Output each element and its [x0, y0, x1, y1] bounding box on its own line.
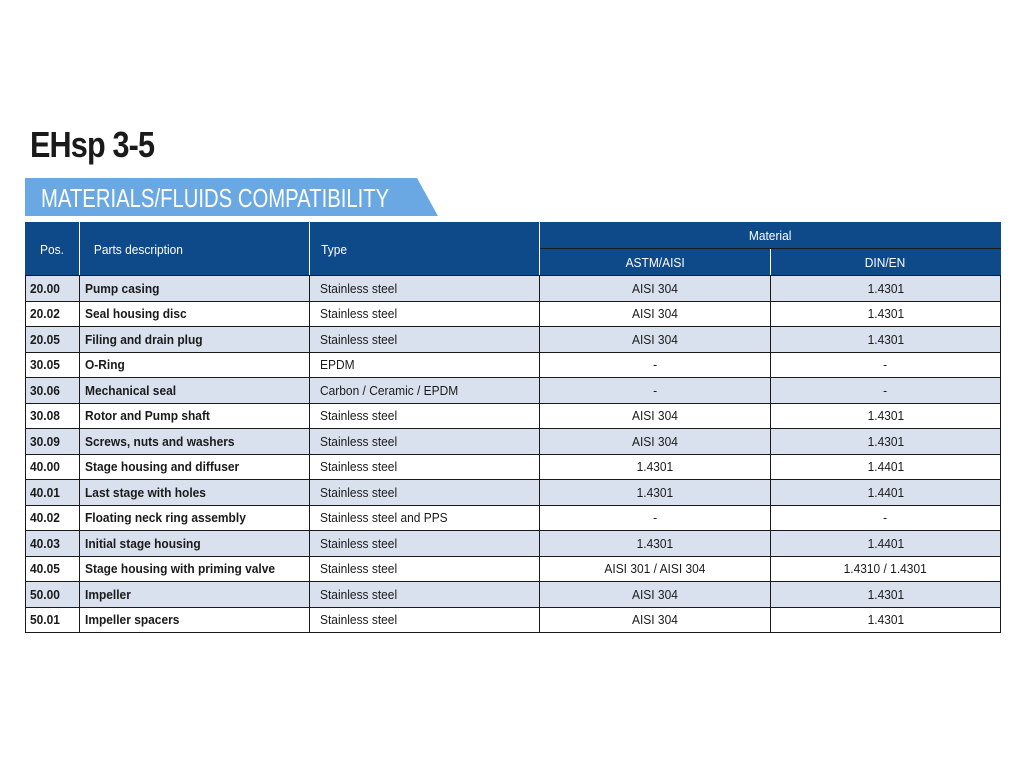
cell-pos: 50.00 [26, 582, 80, 608]
table-row [26, 454, 1001, 480]
header-type: Type [310, 223, 540, 276]
banner-label: MATERIALS/FLUIDS COMPATIBILITY [41, 183, 390, 213]
cell-din-en: - [771, 505, 1001, 531]
cell-din-en: 1.4401 [771, 480, 1001, 506]
cell-type: Stainless steel [310, 531, 540, 557]
cell-din-en: 1.4401 [771, 454, 1001, 480]
cell-astm-aisi: AISI 304 [540, 607, 771, 633]
section-banner [25, 178, 438, 216]
cell-parts-description: O-Ring [80, 352, 310, 378]
cell-type: Stainless steel [310, 327, 540, 353]
cell-astm-aisi: AISI 304 [540, 276, 771, 302]
cell-din-en: 1.4301 [771, 301, 1001, 327]
cell-astm-aisi: - [540, 378, 771, 404]
materials-table [25, 222, 1001, 633]
cell-din-en: 1.4401 [771, 531, 1001, 557]
cell-pos: 20.02 [26, 301, 80, 327]
cell-parts-description: Stage housing and diffuser [80, 454, 310, 480]
cell-astm-aisi: AISI 304 [540, 301, 771, 327]
cell-pos: 30.06 [26, 378, 80, 404]
cell-type: Carbon / Ceramic / EPDM [310, 378, 540, 404]
cell-din-en: - [771, 378, 1001, 404]
table-row [26, 276, 1001, 302]
cell-din-en: 1.4301 [771, 327, 1001, 353]
cell-type: Stainless steel [310, 607, 540, 633]
cell-parts-description: Floating neck ring assembly [80, 505, 310, 531]
cell-din-en: 1.4301 [771, 607, 1001, 633]
cell-type: Stainless steel and PPS [310, 505, 540, 531]
table-row [26, 327, 1001, 353]
table-row [26, 403, 1001, 429]
table-row [26, 505, 1001, 531]
cell-astm-aisi: - [540, 505, 771, 531]
cell-astm-aisi: - [540, 352, 771, 378]
cell-astm-aisi: AISI 301 / AISI 304 [540, 556, 771, 582]
cell-parts-description: Rotor and Pump shaft [80, 403, 310, 429]
cell-parts-description: Mechanical seal [80, 378, 310, 404]
cell-parts-description: Pump casing [80, 276, 310, 302]
cell-astm-aisi: AISI 304 [540, 327, 771, 353]
cell-type: EPDM [310, 352, 540, 378]
cell-pos: 30.08 [26, 403, 80, 429]
cell-parts-description: Last stage with holes [80, 480, 310, 506]
header-pos: Pos. [26, 223, 80, 276]
cell-parts-description: Initial stage housing [80, 531, 310, 557]
cell-pos: 40.02 [26, 505, 80, 531]
header-material: Material [540, 223, 1001, 249]
cell-din-en: 1.4301 [771, 403, 1001, 429]
cell-pos: 40.00 [26, 454, 80, 480]
table-row [26, 301, 1001, 327]
cell-astm-aisi: AISI 304 [540, 582, 771, 608]
cell-astm-aisi: 1.4301 [540, 454, 771, 480]
table-row [26, 556, 1001, 582]
header-astm-aisi: ASTM/AISI [540, 249, 771, 276]
cell-type: Stainless steel [310, 276, 540, 302]
cell-parts-description: Seal housing disc [80, 301, 310, 327]
cell-type: Stainless steel [310, 301, 540, 327]
table-row [26, 531, 1001, 557]
cell-din-en: 1.4301 [771, 429, 1001, 455]
cell-type: Stainless steel [310, 556, 540, 582]
cell-pos: 40.03 [26, 531, 80, 557]
table-row [26, 582, 1001, 608]
cell-pos: 40.01 [26, 480, 80, 506]
table-row [26, 480, 1001, 506]
table-body [26, 276, 1001, 633]
table-row [26, 607, 1001, 633]
cell-astm-aisi: AISI 304 [540, 403, 771, 429]
cell-parts-description: Filing and drain plug [80, 327, 310, 353]
cell-type: Stainless steel [310, 403, 540, 429]
cell-din-en: 1.4301 [771, 276, 1001, 302]
cell-parts-description: Stage housing with priming valve [80, 556, 310, 582]
table-row [26, 429, 1001, 455]
header-parts-description: Parts description [80, 223, 310, 276]
cell-pos: 50.01 [26, 607, 80, 633]
cell-type: Stainless steel [310, 429, 540, 455]
cell-astm-aisi: 1.4301 [540, 480, 771, 506]
cell-type: Stainless steel [310, 454, 540, 480]
cell-din-en: - [771, 352, 1001, 378]
header-din-en: DIN/EN [771, 249, 1001, 276]
cell-type: Stainless steel [310, 480, 540, 506]
cell-pos: 30.05 [26, 352, 80, 378]
cell-parts-description: Impeller [80, 582, 310, 608]
cell-astm-aisi: 1.4301 [540, 531, 771, 557]
cell-parts-description: Screws, nuts and washers [80, 429, 310, 455]
table-row [26, 352, 1001, 378]
page-title: EHsp 3-5 [30, 124, 155, 165]
cell-astm-aisi: AISI 304 [540, 429, 771, 455]
cell-din-en: 1.4301 [771, 582, 1001, 608]
cell-pos: 20.05 [26, 327, 80, 353]
table-row [26, 378, 1001, 404]
cell-pos: 40.05 [26, 556, 80, 582]
cell-parts-description: Impeller spacers [80, 607, 310, 633]
cell-pos: 30.09 [26, 429, 80, 455]
cell-type: Stainless steel [310, 582, 540, 608]
cell-pos: 20.00 [26, 276, 80, 302]
cell-din-en: 1.4310 / 1.4301 [771, 556, 1001, 582]
